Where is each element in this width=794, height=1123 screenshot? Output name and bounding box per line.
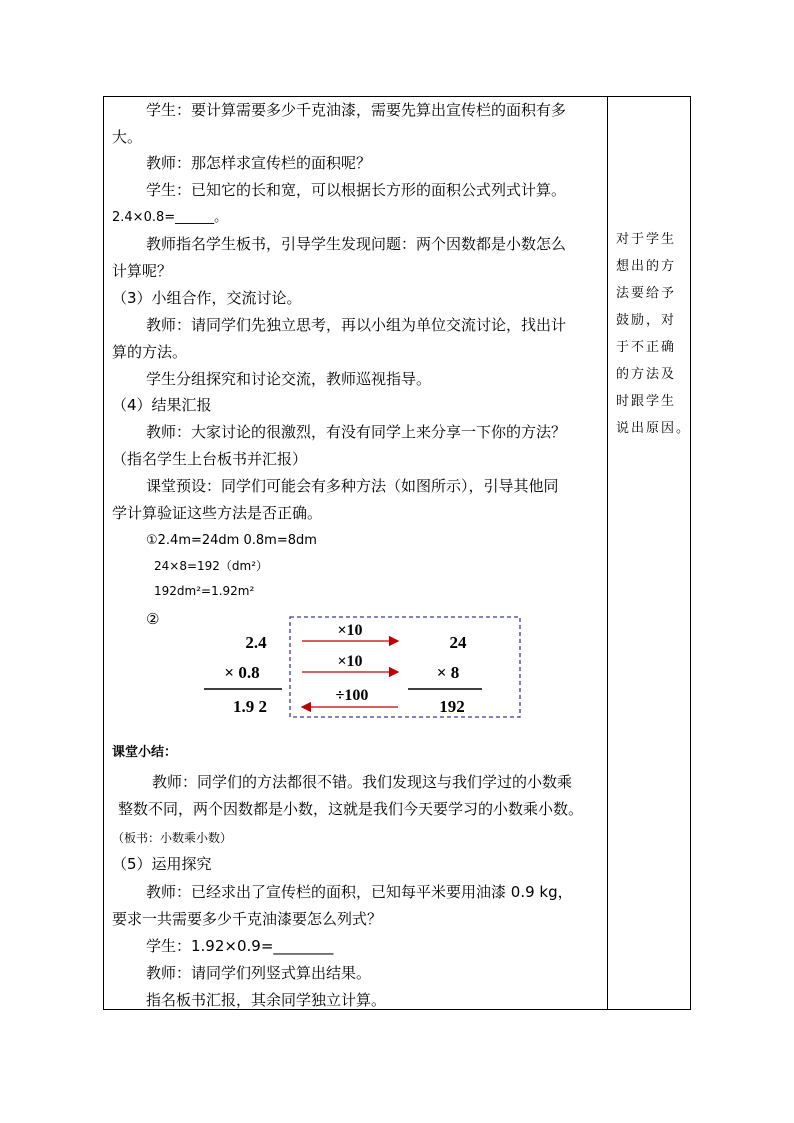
remark-line: 的方法及: [616, 367, 677, 382]
left-product: 1.9 2: [233, 697, 267, 716]
remark-line: 对于学生: [616, 232, 677, 247]
text-line: （指名学生上台板书并汇报）: [112, 450, 308, 468]
left-factor-1: 2.4: [245, 633, 267, 652]
method-2-label: ②: [146, 610, 160, 628]
text-line: 教师：大家讨论的很激烈，有没有同学上来分享一下你的方法？: [146, 423, 567, 441]
arrow-label-2: ×10: [337, 653, 363, 670]
text-line: 学生：已知它的长和宽，可以根据长方形的面积公式列式计算。: [146, 181, 567, 199]
text-line: 要求一共需要多少千克油漆要怎么列式？: [112, 910, 383, 928]
text-line: 教师：同学们的方法都很不错。我们发现这与我们学过的小数乘: [152, 773, 573, 791]
method-1-line: 192dm²=1.92m²: [154, 584, 255, 598]
text-line: 教师：那怎样求宣传栏的面积呢？: [146, 154, 372, 172]
text-line: 教师：请同学们列竖式算出结果。: [146, 964, 372, 982]
text-line: 学生：要计算需要多少千克油漆，需要先算出宣传栏的面积有多: [146, 101, 567, 119]
right-product: 192: [439, 697, 465, 716]
lesson-table: [103, 96, 691, 1010]
section-heading: （4）结果汇报: [112, 396, 212, 414]
text-line: 教师：请同学们先独立思考，再以小组为单位交流讨论，找出计: [146, 316, 567, 334]
text-line: 学生：1.92×0.9=________: [146, 937, 334, 955]
section-heading: （3）小组合作，交流讨论。: [112, 289, 302, 307]
column-divider: [607, 97, 608, 1009]
text-line: 2.4×0.8=______。: [112, 210, 228, 225]
transform-box: [290, 617, 520, 717]
arrow-label-3: ÷100: [335, 687, 369, 704]
arrow-label-1: ×10: [337, 622, 363, 639]
summary-title: 课堂小结：: [112, 745, 178, 760]
remark-line: 鼓励，对: [616, 313, 677, 328]
text-line: 整数不同，两个因数都是小数，这就是我们今天要学习的小数乘小数。: [118, 800, 584, 818]
remark-line: 想出的方: [616, 259, 677, 274]
remark-line: 说出原因。: [616, 421, 692, 436]
vertical-multiplication-diagram: [190, 614, 630, 724]
text-line: 计算呢？: [112, 262, 173, 280]
text-line: 教师：已经求出了宣传栏的面积，已知每平米要用油漆 0.9 kg，: [146, 883, 573, 901]
right-factor-2: × 8: [436, 663, 460, 682]
method-1-line: ①2.4m=24dm 0.8m=8dm: [146, 533, 317, 548]
section-heading: （5）运用探究: [112, 855, 212, 873]
text-line: 课堂预设：同学们可能会有多种方法（如图所示），引导其他同: [146, 477, 559, 495]
text-line: 教师指名学生板书，引导学生发现问题：两个因数都是小数怎么: [146, 235, 567, 253]
method-1-line: 24×8=192（dm²）: [154, 559, 269, 573]
text-line: 学计算验证这些方法是否正确。: [112, 504, 323, 522]
remark-line: 于不正确: [616, 340, 677, 355]
right-factor-1: 24: [449, 633, 467, 652]
text-line: 学生分组探究和讨论交流，教师巡视指导。: [146, 370, 432, 388]
left-factor-2: × 0.8: [224, 663, 260, 682]
remark-line: 时跟学生: [616, 394, 677, 409]
text-line: 大。: [112, 128, 143, 146]
board-note: （板书：小数乘小数）: [112, 831, 233, 845]
text-line: 指名板书汇报，其余同学独立计算。: [146, 991, 387, 1009]
remark-line: 法要给予: [616, 286, 677, 301]
text-line: 算的方法。: [112, 343, 188, 361]
